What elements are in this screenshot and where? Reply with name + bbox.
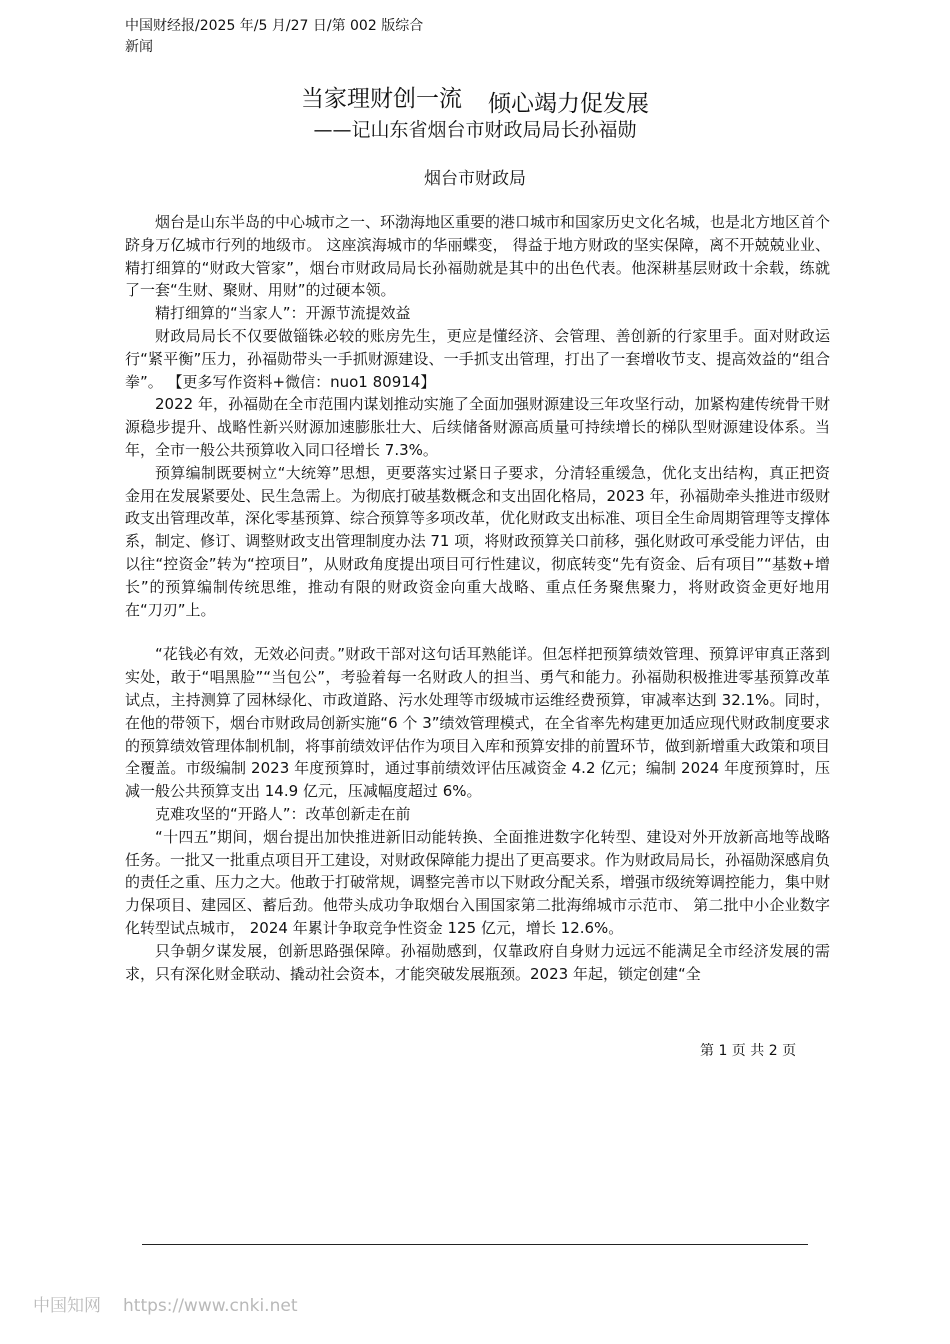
source-line: 中国财经报/2025 年/5 月/27 日/第 002 版综合新闻	[125, 18, 424, 55]
paragraph: 预算编制既要树立“大统筹”思想，更要落实过紧日子要求，分清轻重缓急，优化支出结构，真正把资金用在发展紧要处、民生急需上。为彻底打破基数概念和支出固化格局，2023 年，孙福勋牵头推进市级财政支出管理改革，深化零基预算、综合预算等多项改革，优化财政支出标准、项目全生命周期管理等支撑体系，制定、修订、调整财政支出管理制度办法 71 项，将财政预算关口前移，强化财政可承受能力评估，由以往“控资金”转为“控项目”，从财政角度提出项目可行性建议，彻底转变“先有资金、后有项目”“基数+增长”的预算编制传统思维，推动有限的财政资金向重大战略、重点任务聚焦聚力，将财政资金更好地用在“刀刃”上。	[125, 463, 830, 619]
title-part-2: 倾心竭力促发展	[488, 91, 649, 117]
article-title	[0, 84, 950, 117]
article-subtitle: ——记山东省烟台市财政局局长孙福勋	[313, 119, 637, 141]
watermark-brand: 中国知网	[33, 1296, 101, 1316]
watermark-url[interactable]: https://www.cnki.net	[123, 1296, 298, 1316]
paragraph: 烟台是山东半岛的中心城市之一、环渤海地区重要的港口城市和国家历史文化名城，也是北方地区首个跻身万亿城市行列的地级市。 这座滨海城市的华丽蝶变， 得益于地方财政的坚实保障，离不开兢兢业业、精打细算的“财政大管家”，烟台市财政局局长孙福勋就是其中的出色代表。他深耕基层财政十余载，练就了一套“生财、聚财、用财”的过硬本领。	[125, 213, 830, 300]
paragraph: 财政局局长不仅要做锱铢必较的账房先生，更应是懂经济、会管理、善创新的行家里手。面对财政运行“紧平衡”压力，孙福勋带头一手抓财源建设、一手抓支出管理，打出了一套增收节支、提高效益的“组合拳”。 【更多写作资料+微信：nuo1 80914】	[125, 326, 830, 391]
article-body	[125, 211, 830, 1029]
section-heading: 克难攻坚的“开路人”：改革创新走在前	[155, 804, 411, 823]
paragraph: 只争朝夕谋发展，创新思路强保障。孙福勋感到，仅靠政府自身财力远远不能满足全市经济发展的需求，只有深化财金联动、撬动社会资本，才能突破发展瓶颈。2023 年起，锁定创建“全	[125, 941, 830, 983]
paragraph: “花钱必有效，无效必问责。”财政干部对这句话耳熟能详。但怎样把预算绩效管理、预算评审真正落到实处，敢于“唱黑脸”“当包公”，考验着每一名财政人的担当、勇气和能力。孙福勋积极推进零基预算改革试点，主持测算了园林绿化、市政道路、污水处理等市级城市运维经费预算，审减率达到 32.1%。同时，在他的带领下，烟台市财政局创新实施“6 个 3”绩效管理模式，在全省率先构建更加适应现代财政制度要求的预算绩效管理体制机制，将事前绩效评估作为项目入库和预算安排的前置环节，做到新增重大政策和项目全覆盖。市级编制 2023 年度预算时，通过事前绩效评估压减资金 4.2 亿元；编制 2024 年度预算时，压减一般公共预算支出 14.9 亿元，压减幅度超过 6%。	[125, 645, 830, 801]
watermark	[33, 1294, 297, 1318]
page-number: 第 1 页 共 2 页	[700, 1043, 797, 1059]
paragraph: 2022 年，孙福勋在全市范围内谋划推动实施了全面加强财源建设三年攻坚行动，加紧构建传统骨干财源稳步提升、战略性新兴财源加速膨胀壮大、后续储备财源高质量可持续增长的梯队型财源建设体系。当年，全市一般公共预算收入同口径增长 7.3%。	[125, 395, 830, 459]
section-heading: 精打细算的“当家人”：开源节流提效益	[155, 304, 411, 323]
paragraph: “十四五”期间，烟台提出加快推进新旧动能转换、全面推进数字化转型、建设对外开放新高地等战略任务。一批又一批重点项目开工建设，对财政保障能力提出了更高要求。作为财政局局长，孙福勋深感肩负的责任之重、压力之大。他敢于打破常规，调整完善市以下财政分配关系，增强市级统筹调控能力，集中财力保项目、建园区、蓄后劲。他带头成功争取烟台入围国家第二批海绵城市示范市、 第二批中小企业数字化转型试点城市， 2024 年累计争取竞争性资金 125 亿元，增长 12.6%。	[125, 827, 830, 937]
footer-divider	[142, 1244, 808, 1245]
byline: 烟台市财政局	[424, 169, 526, 189]
title-part-1: 当家理财创一流	[301, 86, 462, 112]
